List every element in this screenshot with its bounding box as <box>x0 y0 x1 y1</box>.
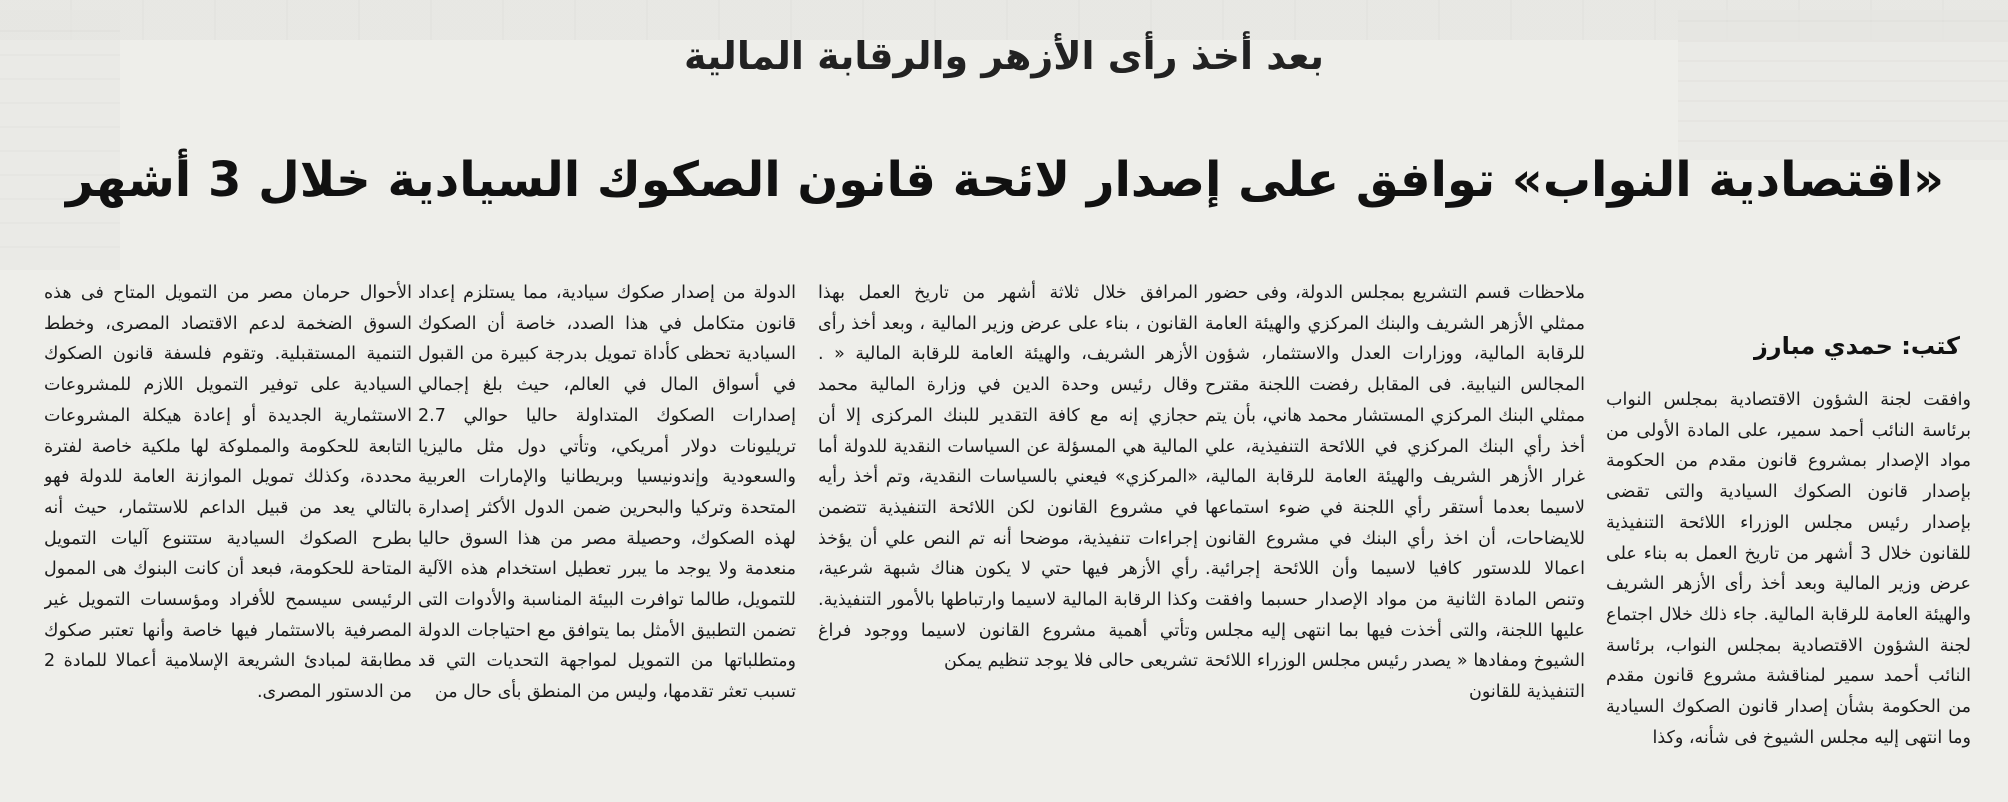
article-column-3 <box>818 278 1198 798</box>
column-text: وافقت لجنة الشؤون الاقتصادية بمجلس النواب برئاسة النائب أحمد سمير، على المادة الأولى من مواد الإصدار بمشروع قانون مقدم من الحكومة بإصدار قانون الصكوك السيادية والتى تقضى بإصدار رئيس مجلس الوزراء اللائحة التنفيذية للقانون خلال 3 أشهر من تاريخ العمل به بناء على عرض وزير المالية وبعد أخذ رأى الأزهر الشريف والهيئة العامة للرقابة المالية. جاء ذلك خلال اجتماع لجنة الشؤون الاقتصادية بمجلس النواب، برئاسة النائب أحمد سمير لمناقشة مشروع قانون مقدم من الحكومة بشأن إصدار قانون الصكوك السيادية وما انتهى إليه مجلس الشيوخ فى شأنه، وكذا <box>1606 390 1971 748</box>
column-text: الأحوال حرمان مصر من التمويل المتاح فى هذه السوق الضخمة لدعم الاقتصاد المصرى، وخطط التنمية المستقبلية. وتقوم فلسفة قانون الصكوك السيادية على توفير التمويل اللازم للمشروعات الاستثمارية الجديدة أو إعادة هيكلة المشروعات التابعة للحكومة والمملوكة لها ملكية خاصة لفترة محددة، وكذلك تمويل الموازنة العامة للدولة فهو بالتالي يعد من قبيل الداعم للاستثمار، حيث أنه بطرح الصكوك السيادية ستتنوع آليات التمويل المتاحة للحكومة، فبعد أن كانت البنوك هى الممول الرئيسى سيسمح للأفراد ومؤسسات التمويل غير المصرفية بالاستثمار فيها خاصة وأنها تعتبر صكوك مطابقة لمبادئ الشريعة الإسلامية أعمالا للمادة 2 من الدستور المصرى. <box>44 283 412 703</box>
article-kicker: بعد أخذ رأى الأزهر والرقابة المالية <box>684 34 1324 78</box>
article-column-5 <box>44 278 412 798</box>
article-column-4 <box>418 278 796 798</box>
article-byline: كتب: حمدي مبارز <box>1753 332 1960 360</box>
column-text: الدولة من إصدار صكوك سيادية، مما يستلزم إعداد قانون متكامل في هذا الصدد، خاصة أن الصكوك السيادية تحظى كأداة تمويل بدرجة كبيرة من القبول في أسواق المال في العالم، حيث بلغ إجمالي إصدارات الصكوك المتداولة حاليا حوالي 2.7 تريليونات دولار أمريكي، وتأتي دول مثل ماليزيا والسعودية وإندونيسيا وبريطانيا والإمارات العربية المتحدة وتركيا والبحرين ضمن الدول الأكثر إصدارة لهذه الصكوك، وحصيلة مصر من هذا السوق حاليا منعدمة ولا يوجد ما يبرر تعطيل استخدام هذه الآلية للتمويل، طالما توافرت البيئة المناسبة والأدوات التى تضمن التطبيق الأمثل بما يتوافق مع احتياجات الدولة ومتطلباتها من التمويل لمواجهة التحديات التي قد تسبب تعثر تقدمها، وليس من المنطق بأى حال من <box>418 283 796 703</box>
article-column-1 <box>1606 385 1971 800</box>
article-headline: «اقتصادية النواب» توافق على إصدار لائحة قانون الصكوك السيادية خلال 3 أشهر <box>66 152 1944 208</box>
column-text: المرافق خلال ثلاثة أشهر من تاريخ العمل بهذا القانون ، بناء على عرض وزير المالية ، وبعد أخذ رأى الأزهر الشريف، والهيئة العامة للرقابة المالية « . وقال رئيس وحدة الدين في وزارة المالية محمد حجازي إنه مع كافة التقدير للبنك المركزى إلا أن المالية هي المسؤلة عن السياسات النقدية للدولة أما «المركزي» فيعني بالسياسات النقدية، وتم أخذ رأيه في مشروع القانون لكن اللائحة التنفيذية تتضمن إجراءات تنفيذية، موضحا أنه تم النص علي أن يؤخذ رأي الأزهر فيها حتي لا يكون هناك شبهة شرعية، وكذا الرقابة المالية لاسيما وارتباطها بالأمور التنفيذية. وتأتي أهمية مشروع القانون لاسيما ووجود فراغ تشريعى حالى فلا يوجد تنظيم يمكن <box>818 283 1198 672</box>
article-column-2 <box>1205 278 1585 798</box>
column-text: ملاحظات قسم التشريع بمجلس الدولة، وفى حضور ممثلي الأزهر الشريف والبنك المركزي والهيئة العامة للرقابة المالية، ووزارات العدل والاستثمار، شؤون المجالس النيابية. فى المقابل رفضت اللجنة مقترح ممثلي البنك المركزي المستشار محمد هاني، بأن يتم أخذ رأي البنك المركزي في اللائحة التنفيذية، علي غرار الأزهر الشريف والهيئة العامة للرقابة المالية، لاسيما بعدما أستقر رأي اللجنة في ضوء استماعها للايضاحات، أن اخذ رأي البنك في مشروع القانون اعمالا للدستور كافيا لاسيما وأن اللائحة إجرائية. وتنص المادة الثانية من مواد الإصدار حسبما وافقت عليها اللجنة، والتى أخذت فيها بما انتهى إليه مجلس الشيوخ ومفادها « يصدر رئيس مجلس الوزراء اللائحة التنفيذية للقانون <box>1205 283 1585 703</box>
